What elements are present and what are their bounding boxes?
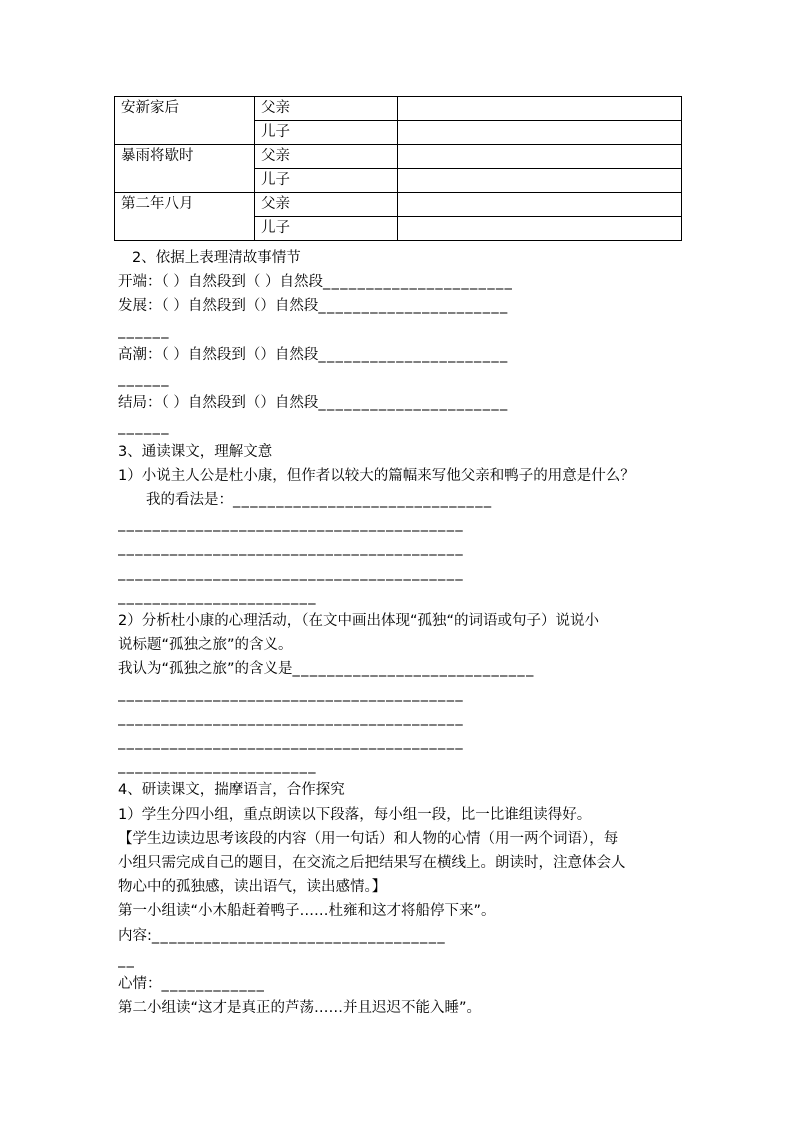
- text-line: [118, 488, 706, 512]
- line-text: 内容:: [118, 927, 152, 944]
- text-line: [118, 875, 678, 899]
- answer-blank[interactable]: ____________: [161, 976, 266, 992]
- text-line: [118, 924, 678, 948]
- role-cell: 父亲: [255, 193, 398, 217]
- line-text: 开端：（ ）自然段到（ ）自然段: [118, 274, 323, 291]
- answer-blank[interactable]: ________________________________________: [118, 564, 464, 581]
- answer-blank[interactable]: ______________________________: [233, 492, 493, 508]
- answer-blank[interactable]: ______: [118, 322, 170, 339]
- text-line: [118, 246, 692, 270]
- plot-table: [114, 96, 682, 241]
- text-line: [118, 512, 678, 536]
- line-text: 2、依据上表理清故事情节: [132, 250, 301, 266]
- text-line: [118, 657, 678, 681]
- text-line: [118, 803, 678, 827]
- text-line: [118, 706, 678, 730]
- table-row: [115, 145, 682, 169]
- role-cell: 儿子: [255, 121, 398, 145]
- line-text: 第一小组读“小木船赶着鸭子……杜雍和这才将船停下来”。: [118, 903, 496, 920]
- answer-cell[interactable]: [398, 145, 682, 169]
- line-text: 2）分析杜小康的心理活动，（在文中画出体现“孤独“的词语或句子）说说小: [118, 613, 599, 629]
- answer-blank[interactable]: ________________________________________: [118, 709, 464, 726]
- line-text: 说标题“孤独之旅”的含义。: [118, 637, 293, 654]
- line-text: 第二小组读“这才是真正的芦荡……并且迟迟不能入睡”。: [118, 1000, 482, 1017]
- role-cell: 儿子: [255, 169, 398, 193]
- text-line: [118, 996, 678, 1020]
- line-text: 心情：: [118, 976, 162, 992]
- text-line: [118, 585, 678, 609]
- text-line: [118, 682, 678, 706]
- answer-blank[interactable]: ________________________________________: [118, 685, 464, 702]
- answer-blank[interactable]: ______________________: [318, 346, 509, 363]
- text-line: [118, 609, 678, 633]
- text-line: [118, 343, 678, 367]
- stage-cell: 安新家后: [115, 97, 255, 145]
- text-line: [118, 319, 678, 343]
- stage-cell: 第二年八月: [115, 193, 255, 241]
- line-text: 发展：（ ）自然段到（）自然段: [118, 298, 319, 315]
- line-text: 小组只需完成自己的题目，在交流之后把结果写在横线上。朗读时，注意体会人: [118, 855, 626, 871]
- line-text: 我认为“孤独之旅”的含义是: [118, 661, 293, 678]
- text-line: [118, 294, 678, 318]
- text-line: [118, 415, 678, 439]
- answer-cell[interactable]: [398, 169, 682, 193]
- line-text: 我的看法是：: [146, 492, 233, 508]
- answer-blank[interactable]: __________________________________: [151, 927, 446, 944]
- answer-blank[interactable]: __: [118, 951, 136, 968]
- answer-blank[interactable]: ________________________________________: [118, 516, 464, 533]
- role-cell: 儿子: [255, 217, 398, 241]
- answer-cell[interactable]: [398, 193, 682, 217]
- answer-blank[interactable]: ________________________________________: [118, 540, 464, 557]
- answer-blank[interactable]: _______________________: [118, 758, 317, 775]
- table-row: [115, 193, 682, 217]
- answer-blank[interactable]: ______: [118, 371, 170, 387]
- line-text: 结局：（ ）自然段到（）自然段: [118, 395, 319, 412]
- line-text: 4、研读课文，揣摩语言，合作探究: [118, 782, 345, 799]
- text-line: [118, 270, 678, 294]
- plot-table-body: [115, 97, 682, 241]
- line-text: 3、通读课文，理解文意: [118, 443, 273, 460]
- answer-blank[interactable]: ________________________________________: [118, 734, 464, 750]
- line-text: 【学生边读边思考该段的内容（用一句话）和人物的心情（用一两个词语），每: [118, 830, 619, 847]
- text-line: [118, 899, 678, 923]
- text-line: [118, 972, 678, 996]
- text-line: [118, 778, 678, 802]
- text-line: [118, 827, 678, 851]
- text-line: [118, 633, 678, 657]
- answer-blank[interactable]: ____________________________: [292, 661, 535, 678]
- line-text: 1）学生分四小组，重点朗读以下段落，每小组一段，比一比谁组读得好。: [118, 806, 592, 823]
- text-line: [118, 536, 678, 560]
- text-line: [118, 391, 678, 415]
- text-line: [118, 851, 678, 875]
- text-line: [118, 367, 678, 391]
- answer-cell[interactable]: [398, 217, 682, 241]
- answer-blank[interactable]: _______________________: [118, 588, 317, 605]
- role-cell: 父亲: [255, 97, 398, 121]
- answer-blank[interactable]: ______________________: [318, 298, 509, 315]
- text-line: [118, 440, 678, 464]
- text-line: [118, 730, 678, 754]
- answer-blank[interactable]: ______: [118, 419, 170, 436]
- answer-blank[interactable]: ______________________: [318, 395, 509, 412]
- role-cell: 父亲: [255, 145, 398, 169]
- text-line: [118, 754, 678, 778]
- text-line: [118, 464, 678, 488]
- stage-cell: 暴雨将歇时: [115, 145, 255, 193]
- answer-blank[interactable]: ______________________: [322, 274, 514, 291]
- table-row: [115, 97, 682, 121]
- line-text: 物心中的孤独感，读出语气，读出感情。】: [118, 879, 387, 896]
- text-line: [118, 948, 678, 972]
- text-line: [118, 561, 678, 585]
- answer-cell[interactable]: [398, 121, 682, 145]
- line-text: 1）小说主人公是杜小康，但作者以较大的篇幅来写他父亲和鸭子的用意是什么？: [118, 467, 635, 484]
- answer-cell[interactable]: [398, 97, 682, 121]
- line-text: 高潮：（ ）自然段到（）自然段: [118, 346, 319, 363]
